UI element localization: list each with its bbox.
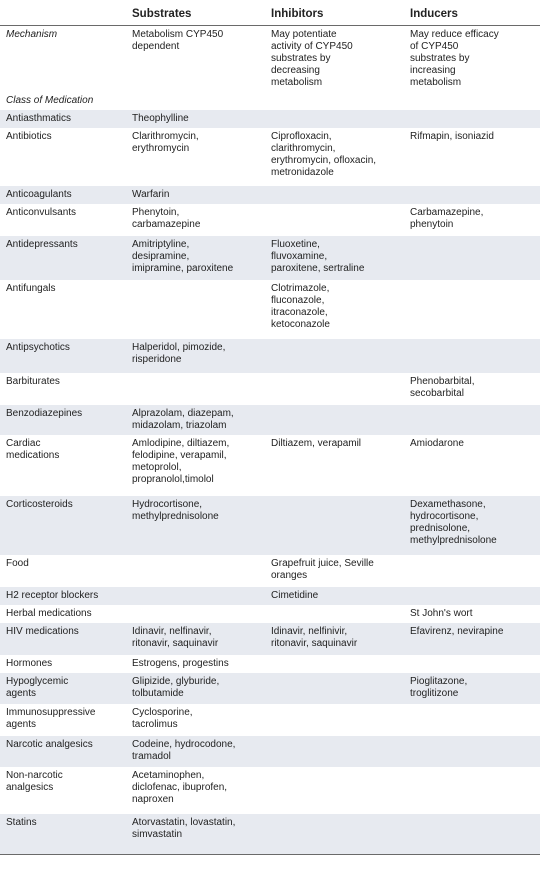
table-row xyxy=(0,204,540,236)
class-cell: Herbal medications xyxy=(6,608,92,619)
inducers-cell xyxy=(404,704,540,736)
substrates-cell: Glipizide, glyburide, tolbutamide xyxy=(126,673,265,704)
inducers-cell: Efavirenz, nevirapine xyxy=(404,623,540,655)
inducers-cell xyxy=(404,339,540,373)
inhibitors-cell: Diltiazem, verapamil xyxy=(271,438,362,449)
inducers-cell xyxy=(404,405,540,435)
table-row xyxy=(0,814,540,854)
table-row xyxy=(0,736,540,767)
inducers-cell: Amiodarone xyxy=(410,438,464,449)
inhibitors-cell: Idinavir, nelfinivir, ritonavir, saquinavir xyxy=(265,623,404,655)
header-inducers: Inducers xyxy=(404,0,540,26)
inducers-cell: May reduce efficacy of CYP450 substrates by increasing metabolism xyxy=(410,29,499,88)
table-row xyxy=(0,280,540,339)
substrates-cell: Idinavir, nelfinavir, ritonavir, saquinavir xyxy=(126,623,265,655)
table-body xyxy=(0,26,540,855)
substrates-cell: Estrogens, progestins xyxy=(132,658,229,669)
header-class xyxy=(0,0,126,26)
inducers-cell xyxy=(404,814,540,854)
table-row xyxy=(0,623,540,655)
inhibitors-cell xyxy=(265,405,404,435)
class-cell: Antipsychotics xyxy=(0,339,126,373)
inducers-cell xyxy=(404,110,540,128)
inhibitors-cell: Cimetidine xyxy=(265,587,404,605)
inducers-cell: Phenobarbital, secobarbital xyxy=(410,376,475,399)
class-cell: Narcotic analgesics xyxy=(0,736,126,767)
class-cell: Antifungals xyxy=(6,283,56,294)
substrates-cell: Clarithromycin, erythromycin xyxy=(132,131,199,154)
header-inhibitors: Inhibitors xyxy=(265,0,404,26)
table-row xyxy=(0,673,540,704)
inhibitors-cell: May potentiate activity of CYP450 substrates by decreasing metabolism xyxy=(271,29,353,88)
class-cell: Antidepressants xyxy=(0,236,126,280)
substrates-cell: Hydrocortisone, methylprednisolone xyxy=(126,496,265,555)
class-cell: Barbiturates xyxy=(6,376,60,387)
table-row xyxy=(0,26,540,93)
substrates-cell: Alprazolam, diazepam, midazolam, triazolam xyxy=(126,405,265,435)
inhibitors-cell xyxy=(265,110,404,128)
inducers-cell xyxy=(404,736,540,767)
substrates-cell: Cyclosporine, tacrolimus xyxy=(132,707,193,730)
substrates-cell: Phenytoin, carbamazepine xyxy=(132,207,201,230)
header-substrates: Substrates xyxy=(126,0,265,26)
table-row xyxy=(0,496,540,555)
substrates-cell xyxy=(126,587,265,605)
class-cell: Cardiac medications xyxy=(6,438,60,461)
inducers-cell: Rifmapin, isoniazid xyxy=(410,131,494,142)
substrates-cell: Amitriptyline, desipramine, imipramine, paroxitene xyxy=(126,236,265,280)
class-cell: Hormones xyxy=(6,658,53,669)
class-cell: Antiasthmatics xyxy=(0,110,126,128)
table-row xyxy=(0,110,540,128)
inhibitors-cell xyxy=(265,767,404,814)
inducers-cell xyxy=(404,280,540,339)
table-row xyxy=(0,704,540,736)
substrates-cell: Warfarin xyxy=(126,186,265,204)
inhibitors-cell xyxy=(265,673,404,704)
inhibitors-cell xyxy=(265,496,404,555)
class-cell: Mechanism xyxy=(6,29,58,40)
inhibitors-cell: Clotrimazole, fluconazole, itraconazole, ketoconazole xyxy=(271,283,330,330)
class-cell: HIV medications xyxy=(0,623,126,655)
inducers-cell: Carbamazepine, phenytoin xyxy=(410,207,484,230)
inhibitors-cell xyxy=(265,655,404,673)
table-row xyxy=(0,587,540,605)
inducers-cell xyxy=(404,587,540,605)
table-header xyxy=(0,0,540,26)
class-cell: Antibiotics xyxy=(6,131,52,142)
table-row xyxy=(0,555,540,587)
inhibitors-cell xyxy=(265,736,404,767)
table-row xyxy=(0,339,540,373)
class-cell: Benzodiazepines xyxy=(0,405,126,435)
inducers-cell: Pioglitazone, troglitizone xyxy=(404,673,540,704)
inducers-cell xyxy=(404,236,540,280)
inhibitors-cell xyxy=(265,605,404,623)
class-cell: Corticosteroids xyxy=(0,496,126,555)
class-cell: Anticoagulants xyxy=(0,186,126,204)
inducers-cell xyxy=(404,655,540,673)
table-row xyxy=(0,128,540,186)
inhibitors-cell xyxy=(265,704,404,736)
table-row xyxy=(0,92,540,110)
class-cell: Non-narcotic analgesics xyxy=(6,770,63,793)
class-cell: Class of Medication xyxy=(6,95,94,106)
table-row xyxy=(0,655,540,673)
inhibitors-cell: Ciprofloxacin, clarithromycin, erythromycin, ofloxacin, metronidazole xyxy=(271,131,377,178)
inhibitors-cell xyxy=(265,92,404,110)
inducers-cell: Dexamethasone, hydrocortisone, prednisolone, methylprednisolone xyxy=(404,496,540,555)
inducers-cell xyxy=(404,555,540,587)
table-row xyxy=(0,405,540,435)
class-cell: H2 receptor blockers xyxy=(0,587,126,605)
class-cell: Immunosuppressive agents xyxy=(6,707,96,730)
table-row xyxy=(0,605,540,623)
substrates-cell: Halperidol, pimozide, risperidone xyxy=(126,339,265,373)
inhibitors-cell: Grapefruit juice, Seville oranges xyxy=(271,558,374,581)
inhibitors-cell xyxy=(265,186,404,204)
table-row xyxy=(0,186,540,204)
class-cell: Anticonvulsants xyxy=(6,207,77,218)
inhibitors-cell xyxy=(265,339,404,373)
table-row xyxy=(0,373,540,405)
substrates-cell xyxy=(126,92,265,110)
inhibitors-cell: Fluoxetine, fluvoxamine, paroxitene, sertraline xyxy=(265,236,404,280)
inhibitors-cell xyxy=(265,204,404,236)
table-row xyxy=(0,767,540,814)
substrates-cell: Acetaminophen, diclofenac, ibuprofen, naproxen xyxy=(132,770,228,805)
substrates-cell: Metabolism CYP450 dependent xyxy=(132,29,224,52)
substrates-cell: Codeine, hydrocodone, tramadol xyxy=(126,736,265,767)
substrates-cell xyxy=(126,373,265,405)
substrates-cell: Atorvastatin, lovastatin, simvastatin xyxy=(126,814,265,854)
inducers-cell xyxy=(404,186,540,204)
class-cell: Food xyxy=(6,558,29,569)
inducers-cell: St John's wort xyxy=(410,608,473,619)
substrates-cell: Theophylline xyxy=(126,110,265,128)
class-cell: Hypoglycemic agents xyxy=(0,673,126,704)
class-cell: Statins xyxy=(0,814,126,854)
inhibitors-cell xyxy=(265,814,404,854)
table-row xyxy=(0,435,540,496)
substrates-cell xyxy=(126,555,265,587)
inducers-cell xyxy=(404,767,540,814)
substrates-cell: Amlodipine, diltiazem, felodipine, verapamil, metoprolol, propranolol,timolol xyxy=(132,438,230,485)
table-row xyxy=(0,236,540,280)
header-row xyxy=(0,0,540,26)
substrates-cell xyxy=(126,605,265,623)
inducers-cell xyxy=(404,92,540,110)
substrates-cell xyxy=(126,280,265,339)
inhibitors-cell xyxy=(265,373,404,405)
